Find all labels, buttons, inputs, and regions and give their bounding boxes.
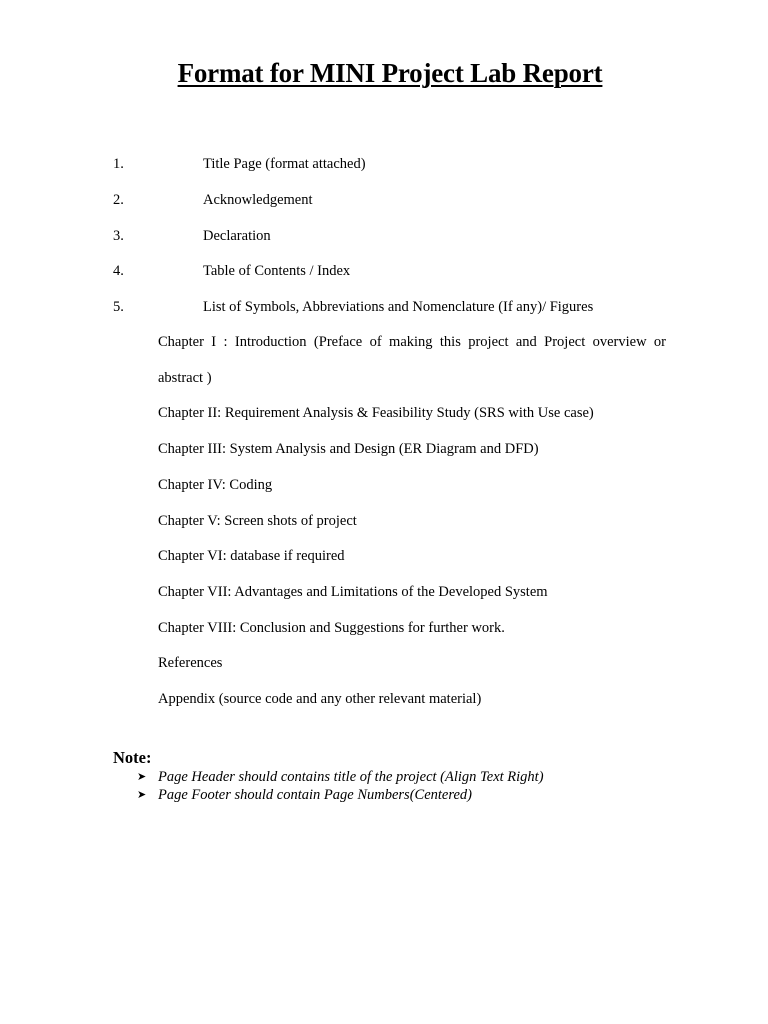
page-title: Format for MINI Project Lab Report bbox=[177, 58, 603, 88]
list-item-text: Title Page (format attached) bbox=[203, 156, 366, 172]
chapter-item: Chapter VI: database if required bbox=[158, 548, 345, 564]
list-item-text: List of Symbols, Abbreviations and Nomenclature (If any)/ Figures bbox=[203, 299, 594, 315]
arrow-bullet-icon: ➤ bbox=[137, 788, 147, 801]
chapter-intro-continuation: abstract ) bbox=[158, 370, 212, 386]
chapter-item: Chapter VIII: Conclusion and Suggestions for further work. bbox=[158, 620, 505, 636]
list-item-number: 2. bbox=[113, 192, 124, 208]
list-item-number: 1. bbox=[113, 156, 124, 172]
note-bullet-item bbox=[137, 787, 472, 804]
chapter-item: Chapter II: Requirement Analysis & Feasibility Study (SRS with Use case) bbox=[158, 405, 594, 421]
list-item-number: 5. bbox=[113, 299, 124, 315]
chapter-item: Chapter III: System Analysis and Design (ER Diagram and DFD) bbox=[158, 441, 539, 457]
list-item-text: Acknowledgement bbox=[203, 192, 313, 208]
chapter-item: Chapter VII: Advantages and Limitations of the Developed System bbox=[158, 584, 548, 600]
appendix-item: Appendix (source code and any other relevant material) bbox=[158, 691, 482, 707]
chapter-item: Chapter IV: Coding bbox=[158, 477, 273, 493]
note-bullet-item bbox=[137, 769, 544, 786]
arrow-bullet-icon: ➤ bbox=[137, 770, 147, 783]
list-item-text: Table of Contents / Index bbox=[203, 263, 351, 279]
references-item: References bbox=[158, 655, 223, 671]
list-item-number: 3. bbox=[113, 228, 124, 244]
list-item-number: 4. bbox=[113, 263, 124, 279]
note-bullet-text: Page Footer should contain Page Numbers(Centered) bbox=[158, 787, 472, 803]
chapter-intro-line: Chapter I : Introduction (Preface of making this project and Project overview or bbox=[158, 334, 666, 350]
note-label: Note: bbox=[113, 748, 152, 767]
chapter-item: Chapter V: Screen shots of project bbox=[158, 513, 357, 529]
note-bullet-text: Page Header should contains title of the project (Align Text Right) bbox=[158, 769, 544, 785]
list-item-text: Declaration bbox=[203, 228, 271, 244]
